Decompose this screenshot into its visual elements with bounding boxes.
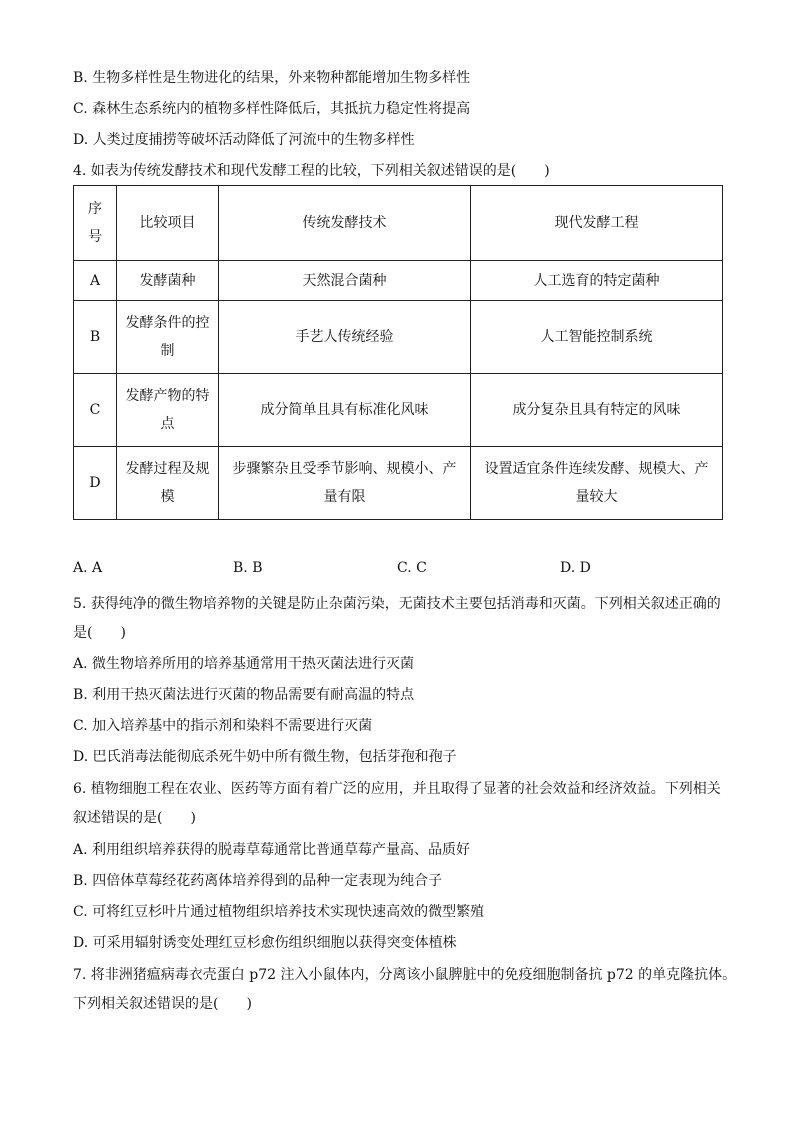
table-cell: B — [74, 301, 117, 374]
table-cell: 发酵菌种 — [117, 261, 219, 301]
table-row — [74, 261, 723, 301]
table-cell: 发酵条件的控制 — [117, 301, 219, 374]
table-cell: 成分复杂且具有特定的风味 — [471, 374, 723, 447]
q4-option-b: B. B — [233, 560, 263, 576]
q3-option-b: B. 生物多样性是生物进化的结果，外来物种都能增加生物多样性 — [73, 70, 471, 86]
header-cell: 现代发酵工程 — [471, 186, 723, 261]
q4-option-a: A. A — [73, 560, 103, 576]
table-cell: 发酵过程及规模 — [117, 447, 219, 520]
q5-option-b: B. 利用干热灭菌法进行灭菌的物品需要有耐高温的特点 — [73, 687, 415, 703]
table-header-row — [74, 186, 723, 261]
table-row — [74, 374, 723, 447]
q5-stem-line1: 5. 获得纯净的微生物培养物的关键是防止杂菌污染，无菌技术主要包括消毒和灭菌。下列相关叙述正确的 — [73, 596, 721, 612]
q3-option-c: C. 森林生态系统内的植物多样性降低后，其抵抗力稳定性将提高 — [73, 101, 471, 117]
q7-stem-line1: 7. 将非洲猪瘟病毒衣壳蛋白 p72 注入小鼠体内，分离该小鼠脾脏中的免疫细胞制备抗 p72 的单克隆抗体。 — [73, 967, 737, 983]
q6-option-b: B. 四倍体草莓经花药离体培养得到的品种一定表现为纯合子 — [73, 873, 443, 889]
table-cell: 发酵产物的特点 — [117, 374, 219, 447]
comparison-table — [73, 185, 723, 520]
table-cell: 人工智能控制系统 — [471, 301, 723, 374]
q5-option-a: A. 微生物培养所用的培养基通常用干热灭菌法进行灭菌 — [73, 656, 415, 672]
q7-stem-line2: 下列相关叙述错误的是( ) — [73, 996, 252, 1012]
q4-option-c: C. C — [397, 560, 427, 576]
table-cell: 手艺人传统经验 — [219, 301, 471, 374]
table-cell: 设置适宜条件连续发酵、规模大、产量较大 — [471, 447, 723, 520]
q6-option-c: C. 可将红豆杉叶片通过植物组织培养技术实现快速高效的微型繁殖 — [73, 904, 485, 920]
q4-stem: 4. 如表为传统发酵技术和现代发酵工程的比较，下列相关叙述错误的是( ) — [73, 163, 550, 179]
table-cell: A — [74, 261, 117, 301]
header-cell: 传统发酵技术 — [219, 186, 471, 261]
header-cell: 比较项目 — [117, 186, 219, 261]
table-row — [74, 447, 723, 520]
q5-option-d: D. 巴氏消毒法能彻底杀死牛奶中所有微生物，包括芽孢和孢子 — [73, 749, 457, 765]
table-cell: D — [74, 447, 117, 520]
table-cell: 步骤繁杂且受季节影响、规模小、产量有限 — [219, 447, 471, 520]
table-cell: 人工选育的特定菌种 — [471, 261, 723, 301]
q6-option-d: D. 可采用辐射诱变处理红豆杉愈伤组织细胞以获得突变体植株 — [73, 935, 457, 951]
q4-options — [73, 560, 733, 580]
table-cell: 天然混合菌种 — [219, 261, 471, 301]
q5-option-c: C. 加入培养基中的指示剂和染料不需要进行灭菌 — [73, 718, 373, 734]
q3-option-d: D. 人类过度捕捞等破坏活动降低了河流中的生物多样性 — [73, 132, 415, 148]
header-cell: 序号 — [74, 186, 117, 261]
q4-option-d: D. D — [560, 560, 591, 576]
table-cell: C — [74, 374, 117, 447]
q6-option-a: A. 利用组织培养获得的脱毒草莓通常比普通草莓产量高、品质好 — [73, 842, 471, 858]
table-cell: 成分简单且具有标准化风味 — [219, 374, 471, 447]
q6-stem-line2: 叙述错误的是( ) — [73, 810, 196, 826]
table-row — [74, 301, 723, 374]
q6-stem-line1: 6. 植物细胞工程在农业、医药等方面有着广泛的应用，并且取得了显著的社会效益和经济效益。下列相关 — [73, 781, 721, 797]
q5-stem-line2: 是( ) — [73, 625, 126, 641]
